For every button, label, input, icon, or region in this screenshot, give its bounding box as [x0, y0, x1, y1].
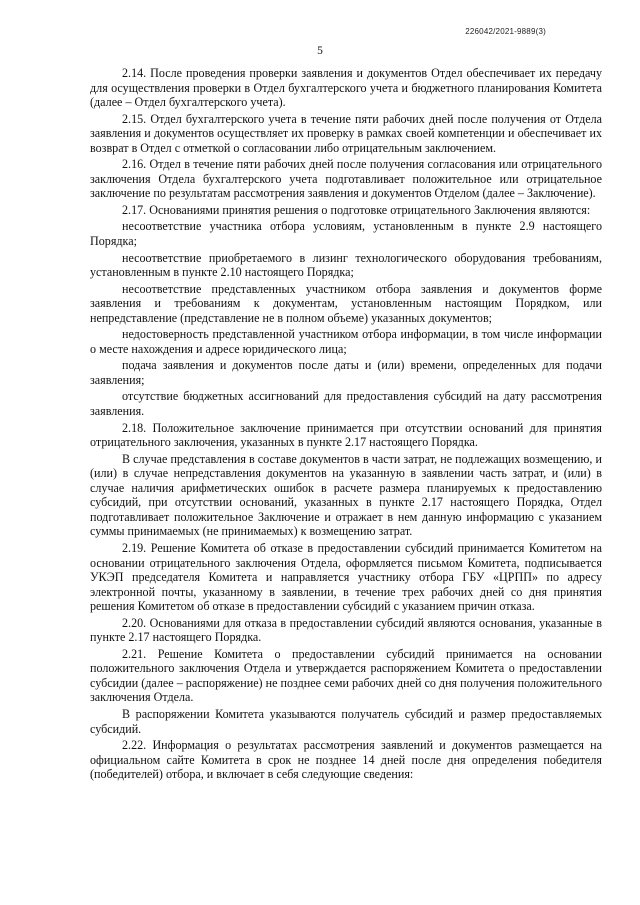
list-item-criterion: несоответствие представленных участником отбора заявления и документов форме заявления и требованиям к документам, установленным настоящим Порядком, или непредставление (представление не в полном объеме) указанных документов; [90, 281, 602, 325]
paragraph-2-18: 2.18. Положительное заключение принимается при отсутствии оснований для принятия отрицательного заключения, указанных в пункте 2.17 настоящего Порядка. [90, 420, 602, 450]
paragraph-2-16: 2.16. Отдел в течение пяти рабочих дней после получения согласования или отрицательного заключения Отдела бухгалтерского учета подготавливает положительное или отрицательное заключение по результатам рассмотрения заявления и документов Отделом (далее – Заключение). [90, 157, 602, 201]
page-number: 5 [317, 45, 323, 57]
paragraph-2-21-continued: В распоряжении Комитета указываются получатель субсидий и размер предоставляемых субсидий. [90, 706, 602, 736]
paragraph-2-20: 2.20. Основаниями для отказа в предоставлении субсидий являются основания, указанные в пункте 2.17 настоящего Порядка. [90, 615, 602, 645]
list-item-criterion: несоответствие приобретаемого в лизинг технологического оборудования требованиям, установленным в пункте 2.10 настоящего Порядка; [90, 250, 602, 280]
list-item-criterion: отсутствие бюджетных ассигнований для предоставления субсидий на дату рассмотрения заявления. [90, 389, 602, 419]
document-registration-number: 226042/2021-9889(3) [465, 27, 546, 36]
paragraph-2-21: 2.21. Решение Комитета о предоставлении субсидий принимается на основании положительного заключения Отдела и утверждается распоряжением Комитета о предоставлении субсидии (далее – распоряжение) не позднее семи рабочих дней со дня получения положительного заключения Отдела. [90, 646, 602, 705]
document-body [90, 66, 602, 784]
paragraph-2-15: 2.15. Отдел бухгалтерского учета в течение пяти рабочих дней после получения от Отдела заявления и документов осуществляет их проверку в рамках своей компетенции и обеспечивает их возврат в Отдел с отметкой о согласовании либо отрицательным заключением. [90, 111, 602, 155]
paragraph-2-19: 2.19. Решение Комитета об отказе в предоставлении субсидий принимается Комитетом на основании отрицательного заключения Отдела, оформляется письмом Комитета, подписывается УКЭП председателя Комитета и направляется участнику отбора ГБУ «ЦРПП» по адресу электронной почты, указанному в заявлении, в течение трех рабочих дней со дня принятия решения Комитетом об отказе в предоставлении субсидий с указанием причин отказа. [90, 540, 602, 614]
list-item-criterion: подача заявления и документов после даты и (или) времени, определенных для подачи заявления; [90, 358, 602, 387]
paragraph-2-17: 2.17. Основаниями принятия решения о подготовке отрицательного Заключения являются: [122, 202, 591, 217]
list-item-criterion: недостоверность представленной участником отбора информации, в том числе информации о месте нахождения и адресе юридического лица; [90, 327, 602, 356]
list-item-criterion: несоответствие участника отбора условиям, установленным в пункте 2.9 настоящего Порядка; [90, 219, 602, 249]
paragraph-2-14: 2.14. После проведения проверки заявления и документов Отдел обеспечивает их передачу для осуществления проверки в Отдел бухгалтерского учета и бюджетного планирования Комитета (далее – Отдел бухгалтерского учета). [90, 66, 602, 110]
paragraph-2-18-continued: В случае представления в составе документов в части затрат, не подлежащих возмещению, и (или) в случае непредставления документов на указанную в заявлении часть затрат, и (или) в случае наличия арифметических ошибок в расчете размера планируемых к предоставлению субсидий, при отсутствии оснований, указанных в пункте 2.17 настоящего Порядка, Отдел подготавливает положительное Заключение и отражает в нем данную информацию с указанием суммы принимаемых (не принимаемых) к возмещению затрат. [90, 451, 602, 539]
paragraph-2-22: 2.22. Информация о результатах рассмотрения заявлений и документов размещается на официальном сайте Комитета в срок не позднее 14 дней после дня определения победителя (победителей) отбора, и включает в себя следующие сведения: [90, 738, 602, 782]
